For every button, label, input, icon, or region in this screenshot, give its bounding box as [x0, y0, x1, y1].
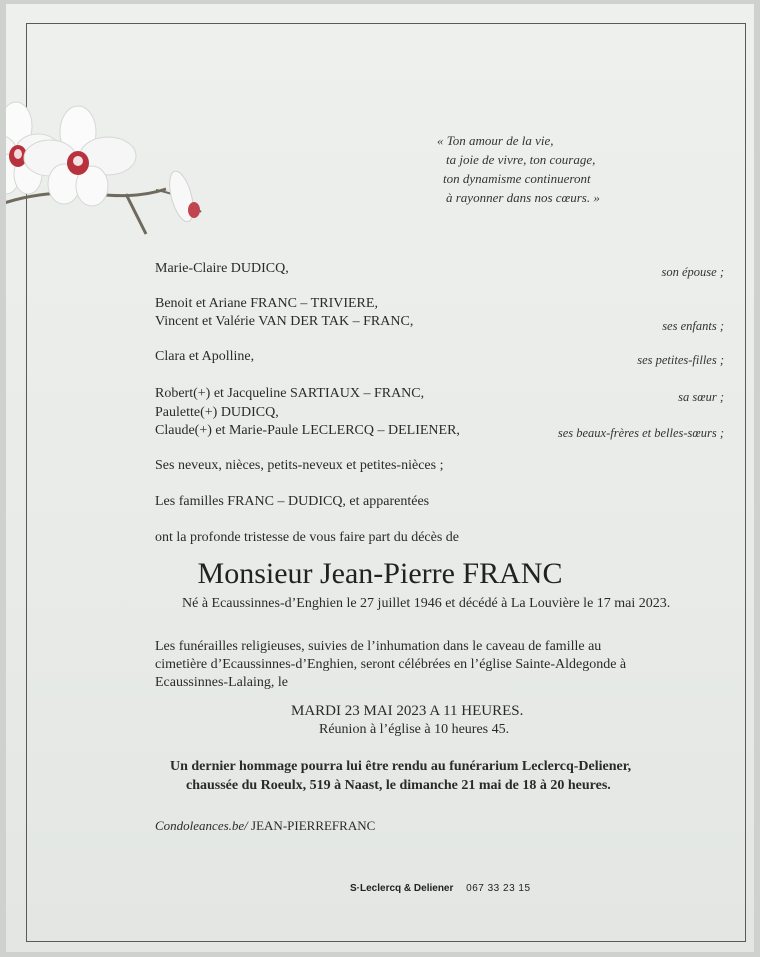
funeral-home-phone: 067 33 23 15 — [466, 883, 531, 894]
deceased-dates: Né à Ecaussinnes-d’Enghien le 27 juillet 1946 et décédé à La Louvière le 17 mai 2023. — [182, 596, 671, 611]
funeral-line-1: Les funérailles religieuses, suivies de l’inhumation dans le caveau de famille au — [155, 639, 602, 654]
quote-line-1: « Ton amour de la vie, — [437, 133, 554, 148]
nephews-line: Ses neveux, nièces, petits-neveux et petites-nièces ; — [155, 458, 444, 473]
funeral-home-footer — [350, 883, 531, 894]
quote-line-4: à rayonner dans nos cœurs. » — [446, 190, 600, 205]
quote-line-2: ta joie de vivre, ton courage, — [446, 152, 596, 167]
condolences-slug: JEAN-PIERREFRANC — [247, 818, 376, 833]
family-sibling-2: Paulette(+) DUDICQ, — [155, 405, 279, 420]
announcement-line: ont la profonde tristesse de vous faire part du décès de — [155, 530, 460, 545]
funeral-line-2: cimetière d’Ecaussinnes-d’Enghien, seront célébrées en l’église Sainte-Aldegonde à — [155, 657, 627, 672]
tribute-line-1: Un dernier hommage pourra lui être rendu au funérarium Leclercq-Deliener, — [170, 759, 632, 774]
families-line: Les familles FRANC – DUDICQ, et apparentées — [155, 494, 430, 509]
quote-line-3: ton dynamisme continueront — [443, 171, 591, 186]
family-child-1: Benoit et Ariane FRANC – TRIVIERE, — [155, 296, 378, 311]
condolences-link[interactable] — [155, 818, 375, 834]
funeral-home-name: S·Leclercq & Deliener — [350, 883, 454, 894]
funeral-line-3: Ecaussinnes-Lalaing, le — [155, 675, 288, 690]
condolences-site: Condoleances.be/ — [155, 818, 248, 833]
relation-sister: sa sœur ; — [678, 390, 724, 404]
relation-in-laws: ses beaux-frères et belles-sœurs ; — [557, 426, 724, 440]
family-spouse: Marie-Claire DUDICQ, — [155, 261, 289, 276]
funeral-notice-card — [6, 4, 754, 952]
relation-children: ses enfants ; — [662, 319, 724, 333]
tribute-line-2: chaussée du Roeulx, 519 à Naast, le dimanche 21 mai de 18 à 20 heures. — [186, 778, 611, 793]
orchid-illustration — [6, 94, 226, 254]
family-child-2: Vincent et Valérie VAN DER TAK – FRANC, — [155, 314, 414, 329]
relation-spouse: son épouse ; — [661, 265, 724, 279]
family-grandchildren: Clara et Apolline, — [155, 349, 255, 364]
deceased-name: Monsieur Jean-Pierre FRANC — [197, 557, 563, 590]
family-sibling-1: Robert(+) et Jacqueline SARTIAUX – FRANC, — [155, 386, 425, 401]
funeral-datetime: MARDI 23 MAI 2023 A 11 HEURES. — [291, 703, 524, 719]
family-sibling-3: Claude(+) et Marie-Paule LECLERCQ – DELIENER, — [155, 423, 460, 438]
relation-grandchildren: ses petites-filles ; — [637, 353, 724, 367]
meeting-time: Réunion à l’église à 10 heures 45. — [319, 722, 510, 737]
